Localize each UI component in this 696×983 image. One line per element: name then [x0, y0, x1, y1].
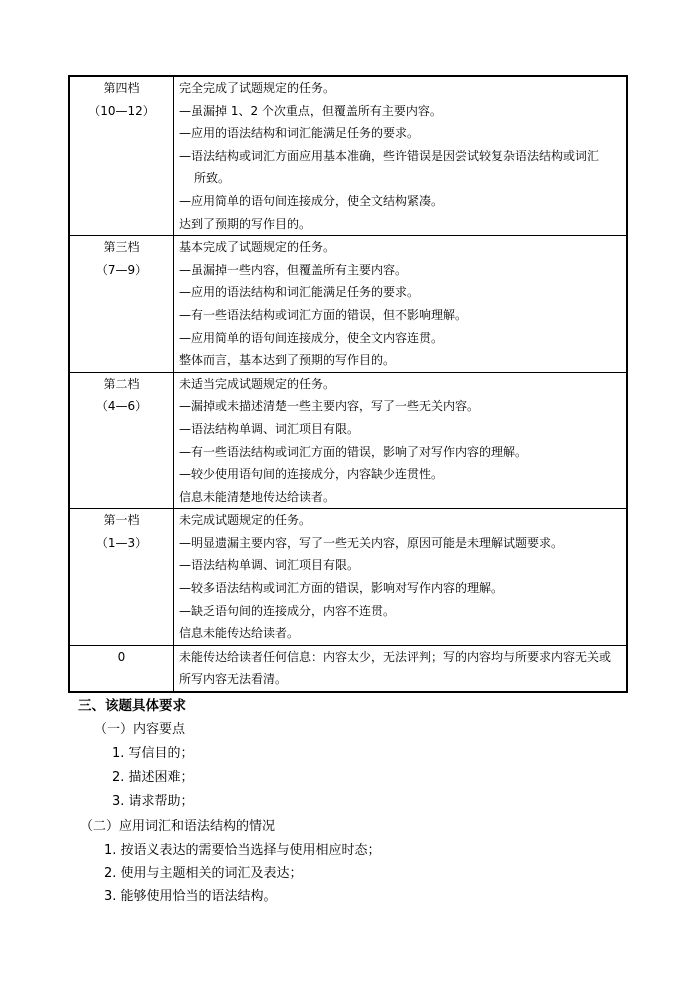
description-line: 完全完成了试题规定的任务。	[179, 81, 336, 95]
section-title: 三、该题具体要求	[78, 698, 186, 714]
description-line: 达到了预期的写作目的。	[179, 216, 312, 231]
description-line: —语法结构或词汇方面应用基本准确，些许错误是因尝试较复杂语法结构或词汇	[179, 148, 600, 163]
level-range: （1—3）	[95, 535, 148, 550]
level-name: 0	[117, 649, 126, 664]
list-item: 2. 描述困难；	[112, 770, 194, 785]
description-line: —较多语法结构或词汇方面的错误，影响对写作内容的理解。	[179, 581, 504, 596]
subsection-heading: （二）应用词汇和语法结构的情况	[80, 819, 276, 834]
description-cell	[174, 645, 628, 692]
level-cell	[69, 509, 174, 646]
description-line: —语法结构单调、词汇项目有限。	[179, 421, 360, 436]
description-line: 所致。	[194, 171, 231, 186]
subsection-heading: （一）内容要点	[94, 722, 186, 737]
description-line: —较少使用语句间的连接成分，内容缺少连贯性。	[179, 467, 444, 482]
level-cell	[69, 236, 174, 373]
description-line: —应用简单的语句间连接成分，使全文结构紧凑。	[179, 193, 444, 208]
description-line: —有一些语法结构或词汇方面的错误，影响了对写作内容的理解。	[179, 444, 528, 459]
level-cell	[69, 76, 174, 236]
table-row	[69, 509, 627, 646]
level-range: （7—9）	[95, 262, 148, 277]
description-line: —有一些语法结构或词汇方面的错误，但不影响理解。	[179, 307, 468, 322]
level-name: 第二档	[103, 376, 140, 391]
description-cell	[174, 236, 628, 373]
list-item: 1. 按语义表达的需要恰当选择与使用相应时态；	[104, 843, 381, 858]
description-cell	[174, 509, 628, 646]
level-cell	[69, 372, 174, 509]
description-line: —缺乏语句间的连接成分，内容不连贯。	[179, 603, 396, 618]
table-row	[69, 372, 627, 509]
description-text: 未能传达给读者任何信息：内容太少，无法评判；写的内容均与所要求内容无关或所写内容无法看清。	[179, 649, 612, 687]
description-cell	[174, 76, 628, 236]
list-item: 1. 写信目的；	[112, 746, 194, 761]
list-item: 3. 请求帮助；	[112, 794, 194, 809]
description-line: 未适当完成试题规定的任务。	[179, 376, 336, 391]
level-cell	[69, 645, 174, 692]
description-line: —明显遗漏主要内容，写了一些无关内容，原因可能是未理解试题要求。	[179, 535, 564, 550]
description-line: 基本完成了试题规定的任务。	[179, 240, 336, 255]
description-line: —语法结构单调、词汇项目有限。	[179, 558, 360, 573]
table-row	[69, 76, 627, 236]
description-line: 信息未能清楚地传达给读者。	[179, 489, 336, 504]
level-name: 第四档	[103, 81, 140, 95]
description-cell	[174, 372, 628, 509]
scoring-table	[68, 75, 628, 693]
description-line: —虽漏掉一些内容，但覆盖所有主要内容。	[179, 262, 408, 277]
description-line: —应用的语法结构和词汇能满足任务的要求。	[179, 285, 420, 300]
description-line: 信息未能传达给读者。	[179, 626, 300, 641]
description-line: —应用简单的语句间连接成分，使全文内容连贯。	[179, 330, 444, 345]
level-name: 第一档	[103, 513, 140, 528]
description-line: —应用的语法结构和词汇能满足任务的要求。	[179, 126, 420, 141]
level-range: （10—12）	[88, 103, 155, 118]
description-line: 整体而言，基本达到了预期的写作目的。	[179, 353, 396, 368]
description-line: 未完成试题规定的任务。	[179, 513, 312, 528]
list-item: 3. 能够使用恰当的语法结构。	[104, 889, 277, 904]
level-range: （4—6）	[95, 399, 148, 414]
table-row	[69, 236, 627, 373]
description-line: —漏掉或未描述清楚一些主要内容，写了一些无关内容。	[179, 399, 480, 414]
level-name: 第三档	[103, 240, 140, 255]
table-row	[69, 645, 627, 692]
list-item: 2. 使用与主题相关的词汇及表达；	[104, 866, 303, 881]
description-line: —虽漏掉 1、2 个次重点，但覆盖所有主要内容。	[179, 103, 442, 118]
